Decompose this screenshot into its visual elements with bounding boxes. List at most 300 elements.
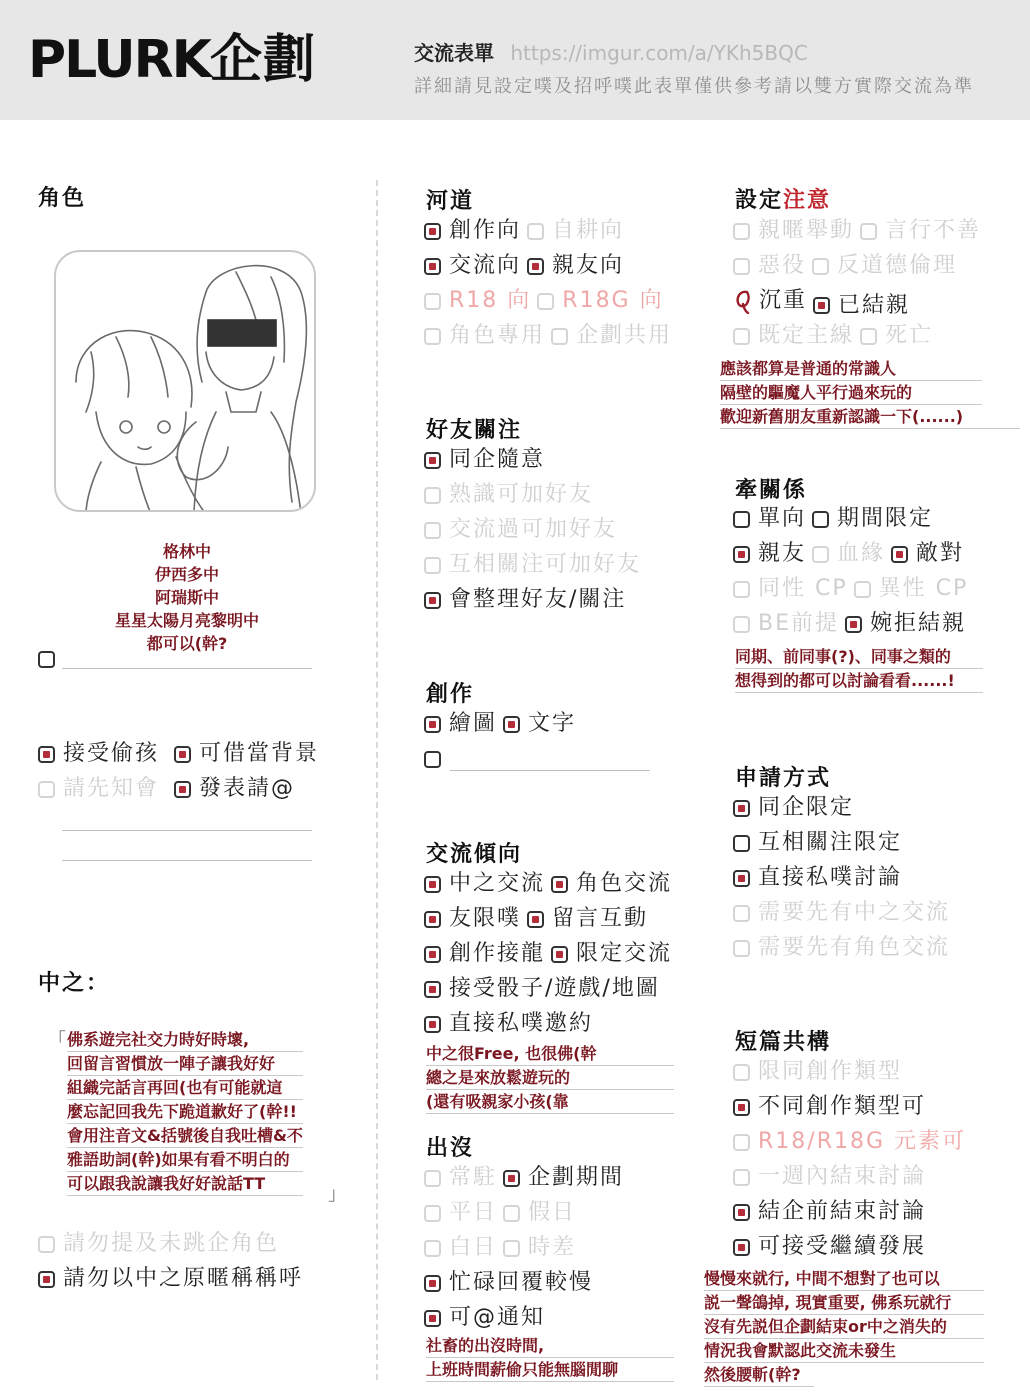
option-label: 可@通知 <box>449 1305 546 1330</box>
option-item[interactable] <box>424 1304 545 1332</box>
option-row <box>424 1269 599 1300</box>
short-note-line: 沒有先説但企劃結束or中之消失的 <box>704 1315 984 1339</box>
option-row <box>424 1164 630 1195</box>
option-label: 期間限定 <box>837 506 934 531</box>
checkbox[interactable] <box>733 258 750 275</box>
checkbox-checked[interactable] <box>424 911 441 928</box>
option-label: 繪圖 <box>449 711 498 736</box>
tendency-note-line: 中之很Free, 也很佛(幹 <box>426 1042 674 1066</box>
option-item[interactable] <box>551 322 672 350</box>
checkbox-checked[interactable] <box>424 258 441 275</box>
tendency-note-line: 總之是來放鬆遊玩的 <box>426 1066 674 1090</box>
option-row <box>424 975 666 1006</box>
option-label: 限定交流 <box>576 941 673 966</box>
column-divider <box>376 180 378 1380</box>
option-row <box>424 586 632 617</box>
checkbox-checked[interactable] <box>424 592 441 609</box>
option-item[interactable] <box>733 610 839 638</box>
option-label: 會整理好友/關注 <box>449 587 627 612</box>
checkbox[interactable] <box>812 546 829 563</box>
option-item[interactable] <box>812 252 957 280</box>
character-note <box>62 540 312 655</box>
tendency-heading: 交流傾向 <box>426 842 523 867</box>
handwritten-mark-icon[interactable] <box>733 288 753 314</box>
player-heading: 中之： <box>38 971 111 996</box>
option-item[interactable] <box>424 975 660 1003</box>
option-label: 白日 <box>449 1235 498 1260</box>
option-item[interactable] <box>733 1233 926 1261</box>
checkbox[interactable] <box>812 511 829 528</box>
logo-cjk-text: 企劃 <box>209 29 316 90</box>
option-row <box>424 1199 582 1230</box>
option-label: 直接私噗討論 <box>758 865 903 890</box>
option-item[interactable] <box>424 940 545 968</box>
form-title-line <box>414 40 808 66</box>
option-row <box>733 1093 932 1124</box>
relation-note-line: 想得到的都可以討論看看......! <box>735 669 983 693</box>
checkbox[interactable] <box>38 1236 55 1253</box>
player-note <box>67 1028 303 1196</box>
setting-note-line: 應該都算是普通的常識人 <box>720 357 982 381</box>
option-label: 平日 <box>449 1200 498 1225</box>
checkbox[interactable] <box>733 1134 750 1151</box>
checkbox-checked[interactable] <box>527 911 544 928</box>
option-label: 時差 <box>528 1235 577 1260</box>
option-row <box>733 1058 908 1089</box>
option-row <box>424 870 678 901</box>
option-label: 已結親 <box>838 292 911 318</box>
option-label: 企劃共用 <box>576 323 673 348</box>
option-label: 惡役 <box>758 253 807 278</box>
option-item[interactable] <box>733 252 806 280</box>
character-note-line: 格林中 <box>162 542 211 561</box>
option-item[interactable] <box>424 1164 497 1192</box>
player-note-line: 組織完話言再回(也有可能就這 <box>67 1076 303 1100</box>
option-label: 需要先有角色交流 <box>758 935 951 960</box>
river-heading: 河道 <box>426 189 475 214</box>
checkbox-checked[interactable] <box>733 1099 750 1116</box>
checkbox[interactable] <box>733 940 750 957</box>
checkbox-checked[interactable] <box>733 1204 750 1221</box>
option-label: 交流過可加好友 <box>449 517 618 542</box>
checkbox[interactable] <box>733 616 750 633</box>
option-row <box>733 1128 972 1159</box>
option-label: 既定主線 <box>758 323 855 348</box>
option-row <box>424 322 678 353</box>
option-label: 角色交流 <box>576 871 673 896</box>
option-item[interactable] <box>527 905 648 933</box>
option-row <box>733 540 970 571</box>
relation-note-line: 同期、前同事(?)、同事之類的 <box>735 645 983 669</box>
setting-note <box>720 357 1020 429</box>
option-item[interactable] <box>733 899 950 927</box>
option-label: 自耕向 <box>552 218 625 243</box>
checkbox-checked[interactable] <box>424 1016 441 1033</box>
option-item[interactable] <box>424 322 545 350</box>
option-item[interactable] <box>860 322 933 350</box>
option-item[interactable] <box>733 505 806 533</box>
option-item[interactable] <box>424 586 626 614</box>
short-note-line: 情況我會默認此交流未發生 <box>704 1339 984 1363</box>
checkbox[interactable] <box>733 223 750 240</box>
option-label: 中之交流 <box>449 871 546 896</box>
option-label: 直接私噗邀約 <box>449 1011 594 1036</box>
checkbox[interactable] <box>424 1240 441 1257</box>
player-note-line: 會用注音文&括號後自我吐槽&不 <box>67 1124 303 1148</box>
checkbox[interactable] <box>424 328 441 345</box>
option-label: 一週內結束討論 <box>758 1164 927 1189</box>
checkbox-checked[interactable] <box>845 616 862 633</box>
option-label: 友限噗 <box>449 906 522 931</box>
option-item[interactable] <box>424 516 617 544</box>
option-row <box>733 610 972 641</box>
option-item[interactable] <box>733 1128 966 1156</box>
option-label: 企劃期間 <box>528 1165 625 1190</box>
checkbox[interactable] <box>551 328 568 345</box>
checkbox-checked[interactable] <box>813 297 830 314</box>
character-fill-line <box>62 668 312 669</box>
checkbox[interactable] <box>38 781 55 798</box>
option-row <box>424 287 670 318</box>
option-item[interactable] <box>503 1234 576 1262</box>
option-item[interactable] <box>733 540 806 568</box>
option-row <box>733 934 956 965</box>
create-heading: 創作 <box>426 682 475 707</box>
option-tag-on-post[interactable] <box>174 775 295 803</box>
option-label: 發表請@ <box>199 776 296 801</box>
checkbox[interactable] <box>424 1170 441 1187</box>
option-row <box>424 217 630 248</box>
option-item[interactable] <box>424 1199 497 1227</box>
checkbox[interactable] <box>733 1169 750 1186</box>
create-fill-line <box>450 770 650 771</box>
option-item[interactable] <box>424 252 521 280</box>
option-label: 親友向 <box>552 253 625 278</box>
option-label: 反道德倫理 <box>837 253 958 278</box>
option-row <box>733 899 956 930</box>
form-title: 交流表單 <box>414 41 494 65</box>
option-background-use[interactable] <box>174 740 319 768</box>
checkbox-checked[interactable] <box>733 870 750 887</box>
player-option-row <box>38 1230 285 1261</box>
option-item[interactable] <box>424 551 641 579</box>
checkbox[interactable] <box>537 293 554 310</box>
player-note-line: 佛系遊完社交力時好時壞, <box>67 1028 303 1052</box>
option-item[interactable] <box>733 829 902 857</box>
character-avatar <box>54 250 316 512</box>
option-item[interactable] <box>812 540 885 568</box>
option-label: 忙碌回覆較慢 <box>449 1270 594 1295</box>
option-label: 可接受繼續發展 <box>758 1234 927 1259</box>
option-item[interactable] <box>503 1164 624 1192</box>
checkbox-checked[interactable] <box>424 876 441 893</box>
option-item[interactable] <box>424 1010 593 1038</box>
custom-checkbox[interactable] <box>38 651 55 668</box>
option-row <box>424 252 630 283</box>
checkbox-checked[interactable] <box>424 981 441 998</box>
option-item[interactable] <box>424 1269 593 1297</box>
player-note-line: 雅語助詞(幹)如果有看不明白的 <box>67 1148 303 1172</box>
short-note <box>704 1267 984 1387</box>
setting-heading-caution: 注意 <box>783 188 832 213</box>
option-item[interactable] <box>860 217 981 245</box>
option-item[interactable] <box>733 1198 926 1226</box>
option-label: 互相關注可加好友 <box>449 552 642 577</box>
fill-line <box>62 860 312 861</box>
option-label: 可借當背景 <box>199 741 320 766</box>
option-label: 親暱舉動 <box>758 218 855 243</box>
checkbox[interactable] <box>733 511 750 528</box>
option-label: 血緣 <box>837 541 886 566</box>
option-item[interactable] <box>733 287 807 315</box>
checkbox[interactable] <box>733 835 750 852</box>
player-note-line: 可以跟我說讓我好好說話TT <box>67 1172 303 1196</box>
option-label: R18 向 <box>449 288 532 313</box>
option-item[interactable] <box>503 710 576 738</box>
quote-open: 「 <box>48 1030 66 1051</box>
option-row <box>424 1010 599 1041</box>
appear-note-line: 社畜的出沒時間, <box>426 1334 674 1358</box>
option-item[interactable] <box>733 864 902 892</box>
option-label: R18G 向 <box>562 288 664 313</box>
checkbox-checked[interactable] <box>424 1310 441 1327</box>
option-row <box>424 551 647 582</box>
option-item[interactable] <box>527 252 624 280</box>
option-item[interactable] <box>733 322 854 350</box>
option-label: 文字 <box>528 711 577 736</box>
option-row <box>424 1234 582 1265</box>
appear-note-line: 上班時間薪偷只能無腦閒聊 <box>426 1358 674 1382</box>
player-note-line: 回留言習慣放一陣子讓我好好 <box>67 1052 303 1076</box>
option-item[interactable] <box>551 940 672 968</box>
checkbox[interactable] <box>424 557 441 574</box>
option-row <box>424 516 623 547</box>
option-label: 接受偷孩 <box>63 741 160 766</box>
checkbox[interactable] <box>527 223 544 240</box>
character-note-line: 伊西多中 <box>154 565 219 584</box>
plurk-project-logo <box>28 30 316 90</box>
option-label: 假日 <box>528 1200 577 1225</box>
option-item[interactable] <box>424 287 531 315</box>
setting-heading-text: 設定 <box>735 188 784 213</box>
option-label: 單向 <box>758 506 807 531</box>
checkbox[interactable] <box>733 905 750 922</box>
option-label: 同企隨意 <box>449 447 546 472</box>
option-item[interactable] <box>424 1234 497 1262</box>
option-row <box>733 829 908 860</box>
player-option-row <box>38 1265 309 1296</box>
imgur-link[interactable]: https://imgur.com/a/YKh5BQC <box>510 41 808 65</box>
appear-note <box>426 1334 674 1382</box>
option-item[interactable] <box>503 1199 576 1227</box>
checkbox[interactable] <box>860 223 877 240</box>
friend-heading: 好友關注 <box>426 418 523 443</box>
tendency-note <box>426 1042 674 1114</box>
option-item[interactable] <box>891 540 964 568</box>
checkbox-checked[interactable] <box>503 1170 520 1187</box>
option-row <box>733 1198 932 1229</box>
option-label: 親友 <box>758 541 807 566</box>
option-item[interactable] <box>845 610 966 638</box>
checkbox-checked[interactable] <box>38 1271 55 1288</box>
option-label: 留言互動 <box>552 906 649 931</box>
option-label: 熟識可加好友 <box>449 482 594 507</box>
form-header <box>0 0 1030 120</box>
relation-note <box>735 645 983 693</box>
option-item[interactable] <box>812 505 933 533</box>
option-item[interactable] <box>424 905 521 933</box>
checkbox-checked[interactable] <box>503 716 520 733</box>
checkbox[interactable] <box>733 1064 750 1081</box>
option-label: 限同創作類型 <box>758 1059 903 1084</box>
checkbox[interactable] <box>860 328 877 345</box>
option-label: 同性 CP <box>758 576 848 601</box>
option-label: 言行不善 <box>885 218 982 243</box>
checkbox-checked[interactable] <box>733 1239 750 1256</box>
checkbox-checked[interactable] <box>551 876 568 893</box>
checkbox[interactable] <box>424 293 441 310</box>
character-note-line: 都可以(幹? <box>146 634 228 653</box>
checkbox-checked[interactable] <box>424 452 441 469</box>
character-note-line: 阿瑞斯中 <box>154 588 219 607</box>
checkbox-checked[interactable] <box>174 746 191 763</box>
option-row <box>733 864 908 895</box>
option-item[interactable] <box>854 575 969 603</box>
option-label: 婉拒結親 <box>870 611 967 636</box>
checkbox[interactable] <box>854 581 871 598</box>
option-label: 異性 CP <box>878 576 969 601</box>
role-heading: 角色 <box>38 186 87 211</box>
option-row <box>733 1163 932 1194</box>
adopt-options-row <box>38 740 325 771</box>
checkbox[interactable] <box>733 581 750 598</box>
checkbox-checked[interactable] <box>424 946 441 963</box>
checkbox[interactable] <box>424 522 441 539</box>
option-row <box>424 481 599 512</box>
option-item[interactable] <box>733 575 848 603</box>
short-heading: 短篇共構 <box>735 1030 832 1055</box>
option-label: 不同創作類型可 <box>758 1094 927 1119</box>
checkbox-checked[interactable] <box>733 546 750 563</box>
custom-checkbox[interactable] <box>424 751 441 768</box>
character-custom-option[interactable] <box>38 645 63 673</box>
option-row <box>733 252 963 283</box>
checkbox[interactable] <box>733 328 750 345</box>
option-item[interactable] <box>733 1093 926 1121</box>
checkbox[interactable] <box>503 1240 520 1257</box>
checkbox[interactable] <box>503 1205 520 1222</box>
option-item[interactable] <box>424 446 545 474</box>
option-label: 交流向 <box>449 253 522 278</box>
option-label: 死亡 <box>885 323 934 348</box>
option-item[interactable] <box>551 870 672 898</box>
checkbox[interactable] <box>424 487 441 504</box>
logo-latin-text: PLURK <box>28 30 210 90</box>
option-row <box>424 905 654 936</box>
character-note-line: 星星太陽月亮黎明中 <box>114 611 259 630</box>
option-item[interactable] <box>733 1163 926 1191</box>
option-item[interactable] <box>424 217 521 245</box>
checkbox-checked[interactable] <box>551 946 568 963</box>
option-row <box>424 710 582 741</box>
option-row <box>733 794 860 825</box>
option-row <box>733 575 974 606</box>
fill-line <box>62 830 312 831</box>
short-note-line: 説一聲鴿掉, 現實重要, 佛系玩就行 <box>704 1291 984 1315</box>
short-note-line: 慢慢來就行, 中間不想對了也可以 <box>704 1267 984 1291</box>
tendency-note-line: (還有吸親家小孩(靠 <box>426 1090 674 1114</box>
option-accept-adopt[interactable] <box>38 740 159 768</box>
option-notify-first[interactable] <box>38 775 159 803</box>
option-row <box>733 322 939 353</box>
option-row <box>733 217 987 248</box>
option-item[interactable] <box>527 217 624 245</box>
option-item[interactable] <box>424 710 497 738</box>
option-label: 需要先有中之交流 <box>758 900 951 925</box>
apply-heading: 申請方式 <box>735 766 832 791</box>
checkbox-checked[interactable] <box>174 781 191 798</box>
option-label: 互相關注限定 <box>758 830 903 855</box>
option-label: 沉重 <box>759 288 808 313</box>
option-item[interactable] <box>733 1058 902 1086</box>
checkbox-checked[interactable] <box>527 258 544 275</box>
option-label: 請勿以中之原暱稱稱呼 <box>63 1266 304 1291</box>
option-row <box>424 446 551 477</box>
option-item[interactable] <box>733 794 854 822</box>
option-item[interactable] <box>537 287 663 315</box>
option-item[interactable] <box>424 481 593 509</box>
option-no-original-nick[interactable] <box>38 1265 303 1293</box>
checkbox-checked[interactable] <box>733 800 750 817</box>
option-no-unjoined-chars[interactable] <box>38 1230 279 1258</box>
setting-note-line: 隔壁的驅魔人平行過來玩的 <box>720 381 982 405</box>
checkbox-checked[interactable] <box>891 546 908 563</box>
checkbox-checked[interactable] <box>424 1275 441 1292</box>
create-custom-option[interactable] <box>424 745 449 773</box>
option-row <box>424 940 678 971</box>
option-item[interactable] <box>424 870 545 898</box>
option-item[interactable] <box>733 217 854 245</box>
short-note-line: 然後腰斬(幹? <box>704 1363 814 1387</box>
checkbox[interactable] <box>424 1205 441 1222</box>
checkbox-checked[interactable] <box>38 746 55 763</box>
option-item[interactable] <box>733 934 950 962</box>
checkbox-checked[interactable] <box>424 716 441 733</box>
character-sketch-icon <box>56 252 316 512</box>
option-label: 接受骰子/遊戲/地圖 <box>449 976 660 1001</box>
option-row <box>733 1233 932 1264</box>
quote-close: 」 <box>328 1184 346 1205</box>
option-item[interactable] <box>813 292 910 320</box>
setting-note-line: 歡迎新舊朋友重新認識一下(......) <box>720 405 1020 429</box>
option-row <box>424 1304 551 1335</box>
checkbox[interactable] <box>812 258 829 275</box>
option-label: 請勿提及未跳企角色 <box>63 1231 280 1256</box>
checkbox-checked[interactable] <box>424 223 441 240</box>
player-note-line: 麼忘記回我先下跪道歉好了(幹!! <box>67 1100 303 1124</box>
option-label: 常駐 <box>449 1165 498 1190</box>
option-label: 角色專用 <box>449 323 546 348</box>
option-label: 請先知會 <box>63 776 160 801</box>
notify-options-row <box>38 775 301 806</box>
option-label: BE前提 <box>758 611 839 636</box>
option-row <box>733 287 916 322</box>
setting-heading <box>735 183 831 214</box>
form-disclaimer: 詳細請見設定噗及招呼噗此表單僅供參考請以雙方實際交流為準 <box>414 76 974 97</box>
option-label: 同企限定 <box>758 795 855 820</box>
option-label: 敵對 <box>916 541 965 566</box>
option-label: 結企前結束討論 <box>758 1199 927 1224</box>
